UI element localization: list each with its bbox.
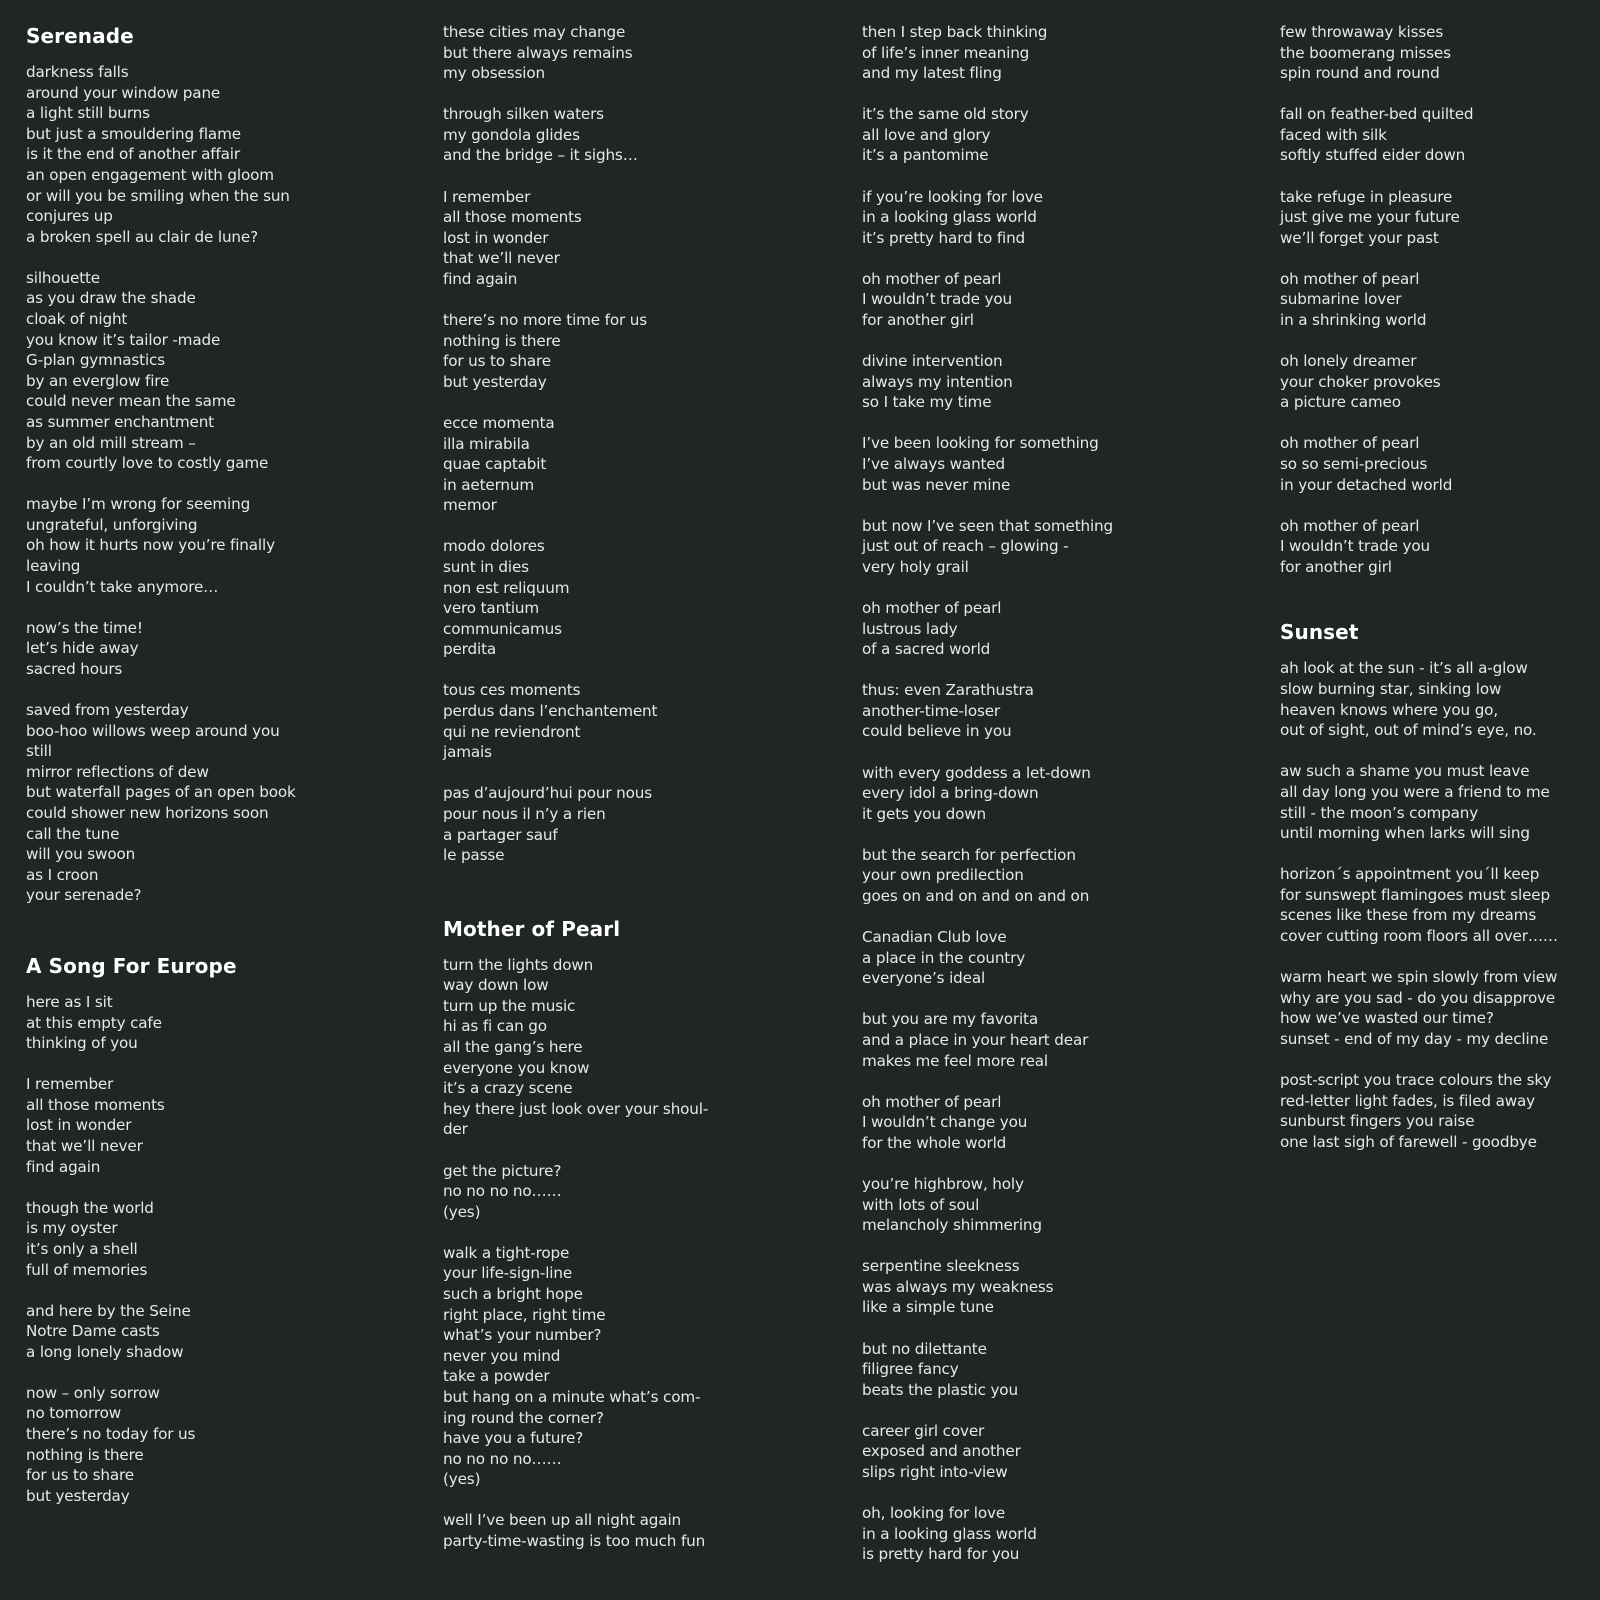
- lyric-line: for us to share: [26, 1466, 135, 1485]
- lyric-line: was always my weakness: [862, 1277, 1054, 1296]
- lyric-line: le passe: [443, 846, 505, 865]
- lyric-line: aw such a shame you must leave: [1280, 762, 1530, 781]
- lyric-line: Notre Dame casts: [26, 1322, 160, 1341]
- lyric-line: we’ll forget your past: [1280, 228, 1439, 247]
- lyric-line: for the whole world: [862, 1133, 1007, 1152]
- lyric-line: I’ve always wanted: [862, 455, 1006, 473]
- lyric-line: beats the plastic you: [862, 1380, 1018, 1399]
- lyric-line: I remember: [26, 1075, 114, 1094]
- lyric-line: oh how it hurts now you’re finally: [26, 536, 275, 555]
- lyric-line: exposed and another: [862, 1442, 1021, 1461]
- lyric-line: boo-hoo willows weep around you: [26, 721, 280, 740]
- lyric-line: with lots of soul: [862, 1195, 980, 1214]
- stanza: [862, 1092, 1113, 1154]
- lyric-line: your own predilection: [862, 866, 1024, 885]
- lyric-line: sunset - end of my day - my decline: [1280, 1029, 1549, 1048]
- lyric-line: nothing is there: [443, 331, 561, 350]
- stanza: [1280, 864, 1558, 946]
- stanza: [26, 1383, 296, 1507]
- lyric-line: sacred hours: [26, 659, 123, 678]
- lyric-line: illa mirabila: [443, 434, 530, 453]
- lyric-line: turn up the music: [443, 996, 576, 1015]
- lyric-line: but yesterday: [443, 372, 547, 391]
- lyric-line: melancholy shimmering: [862, 1216, 1042, 1235]
- lyric-line: for another girl: [862, 311, 974, 330]
- lyric-line: I remember: [443, 187, 531, 206]
- lyric-line: a long lonely shadow: [26, 1342, 184, 1361]
- lyric-line: for us to share: [443, 352, 552, 371]
- lyric-line: no no no no……: [443, 1182, 562, 1201]
- lyric-line: in a looking glass world: [862, 1524, 1037, 1543]
- lyric-line: your life-sign-line: [443, 1264, 573, 1283]
- stanza: [443, 1243, 708, 1490]
- lyric-line: and the bridge – it sighs…: [443, 146, 638, 165]
- lyric-line: all day long you were a friend to me: [1280, 782, 1550, 801]
- lyric-line: serpentine sleekness: [862, 1257, 1020, 1276]
- lyric-line: filigree fancy: [862, 1360, 959, 1379]
- stanza: [443, 104, 708, 166]
- lyric-line: take a powder: [443, 1367, 550, 1386]
- lyric-line: full of memories: [26, 1260, 148, 1279]
- stanza: [26, 62, 296, 247]
- lyric-line: hey there just look over your shoul-: [443, 1099, 709, 1118]
- lyric-line: still - the moon’s company: [1280, 803, 1479, 822]
- song-title: Mother of Pearl: [443, 916, 621, 941]
- stanza: [862, 187, 1113, 249]
- song-sunset: [1280, 617, 1558, 1152]
- lyric-line: modo dolores: [443, 537, 545, 556]
- lyric-line: it’s only a shell: [26, 1239, 138, 1258]
- lyric-line: horizon´s appointment you´ll keep: [1280, 865, 1540, 884]
- lyric-line: just out of reach – glowing -: [862, 537, 1069, 556]
- lyric-line: all those moments: [26, 1095, 165, 1114]
- lyric-line: but yesterday: [26, 1486, 130, 1505]
- lyric-line: darkness falls: [26, 63, 129, 81]
- stanza: [1280, 269, 1558, 331]
- lyric-line: no no no no……: [443, 1449, 562, 1468]
- stanza: [862, 763, 1113, 825]
- lyric-line: for sunswept flamingoes must sleep: [1280, 885, 1550, 904]
- lyric-line: quae captabit: [443, 455, 547, 474]
- lyric-line: silhouette: [26, 268, 100, 287]
- lyric-line: red-letter light fades, is filed away: [1280, 1091, 1535, 1110]
- stanza: [862, 269, 1113, 331]
- lyric-line: it’s the same old story: [862, 105, 1029, 124]
- song-title: A Song For Europe: [26, 953, 237, 978]
- lyric-line: never you mind: [443, 1346, 561, 1365]
- lyric-line: will you swoon: [26, 845, 136, 864]
- lyric-line: leaving: [26, 557, 81, 576]
- lyric-line: so so semi-precious: [1280, 455, 1428, 473]
- lyric-line: have you a future?: [443, 1429, 584, 1448]
- lyric-line: just give me your future: [1280, 208, 1460, 227]
- stanza: [443, 680, 708, 762]
- lyric-line: it gets you down: [862, 804, 986, 823]
- column-2: [443, 22, 708, 1572]
- stanza: [26, 1198, 296, 1280]
- lyric-line: well I’ve been up all night again: [443, 1511, 681, 1530]
- stanza: [862, 680, 1113, 742]
- stanza: [862, 927, 1113, 989]
- lyric-line: thinking of you: [26, 1034, 138, 1053]
- lyric-line: I couldn’t take anymore…: [26, 577, 219, 596]
- lyric-line: sunburst fingers you raise: [1280, 1112, 1475, 1131]
- lyric-line: there’s no more time for us: [443, 311, 647, 330]
- lyric-line: could never mean the same: [26, 392, 236, 411]
- lyric-line: all the gang’s here: [443, 1038, 583, 1057]
- lyric-line: from courtly love to costly game: [26, 454, 269, 473]
- lyric-line: but hang on a minute what’s com-: [443, 1387, 701, 1406]
- lyric-line: my gondola glides: [443, 125, 580, 144]
- lyric-line: but there always remains: [443, 43, 633, 62]
- lyric-line: but just a smouldering flame: [26, 124, 241, 143]
- lyric-line: find again: [26, 1157, 101, 1176]
- lyric-line: get the picture?: [443, 1161, 562, 1180]
- lyric-line: way down low: [443, 976, 549, 995]
- lyric-line: or will you be smiling when the sun: [26, 186, 290, 205]
- lyric-line: non est reliquum: [443, 578, 570, 597]
- stanza: [862, 1174, 1113, 1236]
- lyric-line: der: [443, 1120, 468, 1139]
- lyric-line: ungrateful, unforgiving: [26, 515, 198, 534]
- lyric-line: out of sight, out of mind’s eye, no.: [1280, 721, 1537, 740]
- lyric-line: qui ne reviendront: [443, 722, 581, 741]
- lyric-line: but you are my favorita: [862, 1010, 1038, 1029]
- lyric-line: as I croon: [26, 865, 99, 884]
- lyric-line: in your detached world: [1280, 475, 1453, 494]
- lyric-line: ecce momenta: [443, 413, 555, 432]
- lyric-line: though the world: [26, 1198, 154, 1217]
- stanza: [862, 22, 1113, 84]
- lyric-line: oh mother of pearl: [1280, 269, 1420, 288]
- lyric-line: oh mother of pearl: [1280, 434, 1420, 453]
- lyric-line: faced with silk: [1280, 125, 1387, 144]
- stanza: [862, 516, 1113, 578]
- lyric-line: a light still burns: [26, 104, 150, 123]
- lyric-line: such a bright hope: [443, 1285, 583, 1303]
- lyric-line: goes on and on and on and on: [862, 887, 1090, 905]
- lyric-line: now – only sorrow: [26, 1383, 160, 1402]
- stanza: [1280, 433, 1558, 495]
- stanza: [1280, 187, 1558, 249]
- lyric-line: it’s a crazy scene: [443, 1079, 573, 1098]
- lyric-line: pour nous il n’y a rien: [443, 804, 606, 823]
- stanza: [1280, 1070, 1558, 1152]
- lyric-line: turn the lights down: [443, 955, 594, 974]
- stanza: [862, 1503, 1113, 1565]
- lyric-line: but now I’ve seen that something: [862, 516, 1114, 535]
- lyric-line: what’s your number?: [443, 1326, 602, 1345]
- lyric-line: communicamus: [443, 619, 562, 638]
- stanza: [862, 1009, 1113, 1071]
- lyric-line: in aeternum: [443, 475, 534, 494]
- stanza: [862, 433, 1113, 495]
- song-serenade: [26, 21, 296, 906]
- stanza: [443, 1161, 708, 1223]
- lyric-line: lost in wonder: [443, 228, 549, 247]
- lyric-line: submarine lover: [1280, 290, 1402, 309]
- stanza: [443, 413, 708, 516]
- lyric-line: still: [26, 742, 52, 761]
- lyric-line: I wouldn’t trade you: [1280, 537, 1430, 556]
- lyric-line: everyone you know: [443, 1058, 590, 1077]
- lyric-line: one last sigh of farewell - goodbye: [1280, 1132, 1537, 1151]
- lyric-line: cover cutting room floors all over……: [1280, 927, 1558, 945]
- lyric-line: but waterfall pages of an open book: [26, 783, 296, 802]
- lyric-line: very holy grail: [862, 557, 969, 576]
- stanza: [1280, 967, 1558, 1049]
- lyric-line: by an old mill stream –: [26, 433, 196, 452]
- lyric-line: my obsession: [443, 64, 545, 83]
- song-mother-of-pearl: [862, 22, 1113, 1565]
- stanza: [443, 187, 708, 290]
- stanza: [1280, 22, 1558, 84]
- lyric-line: oh lonely dreamer: [1280, 352, 1417, 371]
- lyric-line: take refuge in pleasure: [1280, 187, 1453, 206]
- lyric-line: maybe I’m wrong for seeming: [26, 495, 251, 514]
- lyric-line: is pretty hard for you: [862, 1545, 1020, 1564]
- song-song-for-europe: [443, 22, 708, 866]
- lyric-line: every idol a bring-down: [862, 784, 1039, 803]
- lyric-line: is my oyster: [26, 1219, 118, 1238]
- lyric-line: and my latest fling: [862, 64, 1002, 83]
- lyric-line: sunt in dies: [443, 557, 529, 576]
- lyric-line: for another girl: [1280, 557, 1392, 576]
- stanza: [862, 1421, 1113, 1483]
- lyric-line: through silken waters: [443, 105, 604, 124]
- stanza: [26, 700, 296, 906]
- lyric-line: scenes like these from my dreams: [1280, 906, 1537, 925]
- lyric-line: call the tune: [26, 824, 120, 843]
- lyric-line: could shower new horizons soon: [26, 804, 269, 822]
- lyric-line: an open engagement with gloom: [26, 165, 274, 184]
- lyric-line: cloak of night: [26, 310, 128, 329]
- song-song-for-europe: [26, 951, 296, 1506]
- stanza: [1280, 761, 1558, 843]
- lyric-line: but no dilettante: [862, 1339, 987, 1358]
- lyric-line: if you’re looking for love: [862, 187, 1043, 206]
- lyric-line: it’s a pantomime: [862, 146, 989, 165]
- lyric-line: jamais: [443, 743, 492, 762]
- lyric-line: that we’ll never: [26, 1137, 143, 1156]
- lyric-line: perdita: [443, 640, 497, 659]
- lyric-line: saved from yesterday: [26, 701, 189, 720]
- stanza: [1280, 104, 1558, 166]
- lyric-line: a place in the country: [862, 948, 1026, 967]
- lyric-line: oh mother of pearl: [1280, 516, 1420, 535]
- lyric-line: in a shrinking world: [1280, 311, 1427, 330]
- lyric-line: a picture cameo: [1280, 393, 1401, 412]
- lyric-line: fall on feather-bed quilted: [1280, 105, 1474, 124]
- lyric-line: nothing is there: [26, 1445, 144, 1464]
- lyric-line: lustrous lady: [862, 619, 958, 638]
- lyric-line: but the search for perfection: [862, 845, 1076, 864]
- lyric-line: there’s no today for us: [26, 1425, 196, 1444]
- lyric-line: around your window pane: [26, 83, 221, 102]
- lyric-line: tous ces moments: [443, 681, 581, 700]
- lyric-line: perdus dans l’enchantement: [443, 702, 658, 721]
- lyric-line: oh, looking for love: [862, 1504, 1006, 1523]
- lyric-line: career girl cover: [862, 1421, 985, 1440]
- song-title: Serenade: [26, 24, 134, 48]
- lyric-line: memor: [443, 496, 497, 515]
- lyric-line: your serenade?: [26, 886, 142, 905]
- column-1: [26, 21, 296, 1527]
- stanza: [1280, 516, 1558, 578]
- lyric-line: of life’s inner meaning: [862, 43, 1030, 62]
- lyric-line: divine intervention: [862, 352, 1003, 371]
- stanza: [26, 494, 296, 597]
- lyric-line: slips right into-view: [862, 1462, 1008, 1481]
- lyric-line: all those moments: [443, 208, 582, 227]
- lyric-line: walk a tight-rope: [443, 1243, 570, 1262]
- lyric-line: it’s pretty hard to find: [862, 228, 1026, 247]
- lyric-line: mirror reflections of dew: [26, 762, 209, 781]
- lyric-line: until morning when larks will sing: [1280, 824, 1530, 843]
- lyric-line: conjures up: [26, 207, 113, 226]
- lyric-line: your choker provokes: [1280, 372, 1441, 391]
- lyric-line: oh mother of pearl: [862, 1092, 1002, 1111]
- lyric-line: a broken spell au clair de lune?: [26, 227, 259, 246]
- lyric-line: is it the end of another affair: [26, 145, 240, 164]
- lyric-line: ing round the corner?: [443, 1408, 604, 1427]
- lyric-line: like a simple tune: [862, 1298, 994, 1317]
- stanza: [862, 1256, 1113, 1318]
- stanza: [443, 22, 708, 84]
- lyric-line: of a sacred world: [862, 640, 991, 659]
- lyric-line: makes me feel more real: [862, 1051, 1048, 1070]
- lyric-line: as summer enchantment: [26, 413, 214, 431]
- stanza: [26, 1074, 296, 1177]
- stanza: [26, 1301, 296, 1363]
- lyric-line: oh mother of pearl: [862, 598, 1002, 617]
- song-mother-of-pearl: [1280, 22, 1558, 577]
- lyric-line: party-time-wasting is too much fun: [443, 1532, 706, 1551]
- lyric-line: softly stuffed eider down: [1280, 146, 1466, 165]
- lyric-line: slow burning star, sinking low: [1280, 680, 1502, 699]
- lyric-line: I wouldn’t change you: [862, 1113, 1028, 1132]
- stanza: [443, 783, 708, 865]
- song-mother-of-pearl: [443, 914, 708, 1552]
- lyric-line: hi as fi can go: [443, 1017, 547, 1036]
- lyric-line: and a place in your heart dear: [862, 1030, 1089, 1049]
- stanza: [1280, 658, 1558, 740]
- lyric-line: let’s hide away: [26, 639, 139, 658]
- lyric-line: by an everglow fire: [26, 371, 170, 390]
- stanza: [443, 955, 708, 1140]
- lyric-line: few throwaway kisses: [1280, 23, 1444, 41]
- lyric-line: all love and glory: [862, 125, 991, 144]
- lyric-line: right place, right time: [443, 1305, 606, 1324]
- stanza: [862, 1339, 1113, 1401]
- lyric-line: but was never mine: [862, 475, 1011, 494]
- lyric-line: everyone’s ideal: [862, 969, 986, 988]
- stanza: [1280, 351, 1558, 413]
- lyric-line: how we’ve wasted our time?: [1280, 1009, 1494, 1028]
- lyric-line: G-plan gymnastics: [26, 351, 166, 370]
- lyric-line: heaven knows where you go,: [1280, 700, 1499, 719]
- lyric-line: (yes): [443, 1202, 481, 1221]
- lyric-line: another-time-loser: [862, 701, 1001, 720]
- lyric-line: spin round and round: [1280, 64, 1440, 83]
- lyric-line: so I take my time: [862, 393, 992, 412]
- lyric-line: post-script you trace colours the sky: [1280, 1070, 1552, 1089]
- lyric-line: oh mother of pearl: [862, 269, 1002, 288]
- lyric-line: the boomerang misses: [1280, 43, 1451, 62]
- lyric-line: could believe in you: [862, 722, 1012, 741]
- lyric-line: now’s the time!: [26, 618, 143, 637]
- stanza: [862, 845, 1113, 907]
- lyric-line: always my intention: [862, 372, 1013, 391]
- lyric-line: vero tantium: [443, 599, 540, 618]
- lyric-line: a partager sauf: [443, 825, 558, 844]
- lyric-line: then I step back thinking: [862, 23, 1048, 41]
- lyric-line: and here by the Seine: [26, 1301, 191, 1320]
- stanza: [443, 536, 708, 660]
- lyric-line: in a looking glass world: [862, 208, 1037, 227]
- lyric-line: (yes): [443, 1470, 481, 1489]
- stanza: [443, 310, 708, 392]
- lyric-line: lost in wonder: [26, 1116, 132, 1135]
- column-3: [862, 22, 1113, 1585]
- stanza: [26, 268, 296, 474]
- column-4: [1280, 22, 1558, 1173]
- stanza: [862, 598, 1113, 660]
- lyric-line: no tomorrow: [26, 1404, 122, 1423]
- lyric-line: with every goddess a let-down: [862, 763, 1091, 782]
- lyric-line: find again: [443, 269, 518, 288]
- stanza: [862, 104, 1113, 166]
- lyric-line: you know it’s tailor -made: [26, 330, 221, 349]
- stanza: [26, 618, 296, 680]
- lyric-line: why are you sad - do you disapprove: [1280, 988, 1556, 1007]
- lyric-line: I wouldn’t trade you: [862, 290, 1012, 309]
- stanza: [443, 1510, 708, 1551]
- lyric-line: Canadian Club love: [862, 928, 1007, 947]
- lyric-line: as you draw the shade: [26, 289, 196, 308]
- lyric-line: warm heart we spin slowly from view: [1280, 968, 1558, 987]
- lyric-line: pas d’aujourd’hui pour nous: [443, 784, 653, 803]
- stanza: [862, 351, 1113, 413]
- lyric-line: you’re highbrow, holy: [862, 1174, 1024, 1193]
- lyric-line: these cities may change: [443, 23, 626, 41]
- lyric-line: here as I sit: [26, 992, 113, 1011]
- stanza: [26, 992, 296, 1054]
- lyric-line: thus: even Zarathustra: [862, 681, 1034, 700]
- lyric-line: at this empty cafe: [26, 1013, 162, 1032]
- lyric-line: ah look at the sun - it’s all a-glow: [1280, 659, 1528, 678]
- lyric-line: that we’ll never: [443, 249, 560, 268]
- lyric-line: I’ve been looking for something: [862, 434, 1099, 453]
- song-title: Sunset: [1280, 620, 1359, 645]
